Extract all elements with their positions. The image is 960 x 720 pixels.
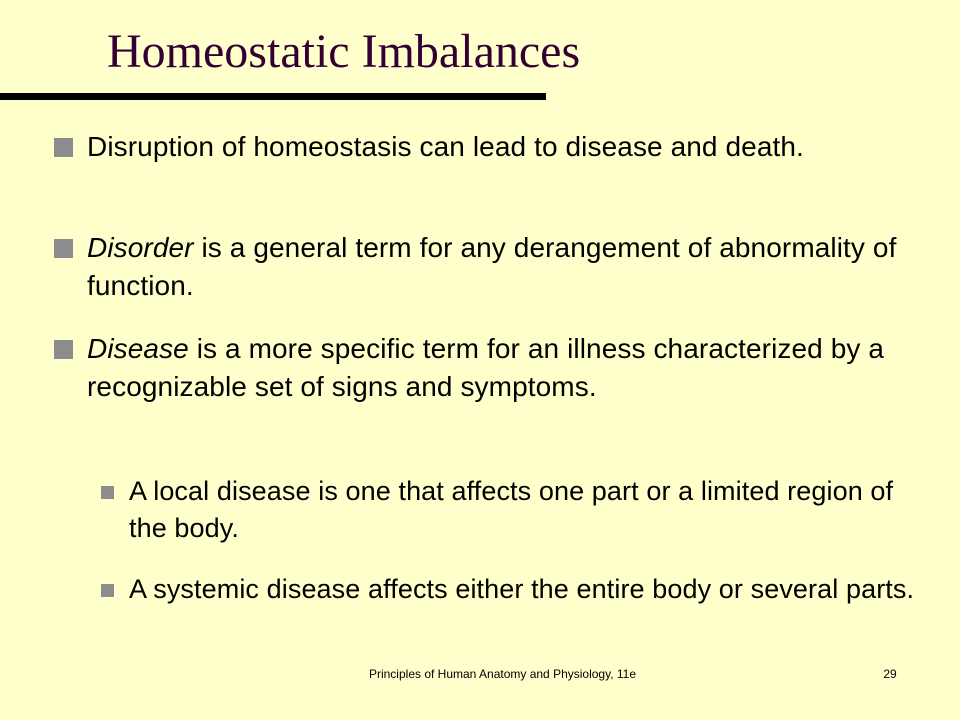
bullet-item <box>87 229 907 305</box>
bullet-lead-term: Disease <box>87 333 189 364</box>
bullet-text: Disruption of homeostasis can lead to disease and death. <box>87 131 804 162</box>
square-bullet-icon <box>54 239 73 258</box>
bullet-lead-term: Disorder <box>87 232 194 263</box>
sub-bullet-item <box>129 473 919 547</box>
bullet-text: is a more specific term for an illness characterized by a recognizable set of signs and symptoms. <box>87 333 885 402</box>
square-bullet-icon <box>101 486 114 499</box>
title-underline-rule <box>0 93 546 100</box>
sub-bullet-item <box>129 571 919 608</box>
footer-text: Principles of Human Anatomy and Physiology, 11e <box>368 667 637 681</box>
bullet-item <box>87 128 907 166</box>
slide-title: Homeostatic Imbalances <box>107 25 581 78</box>
bullet-item <box>87 330 907 406</box>
square-bullet-icon <box>54 138 73 157</box>
square-bullet-icon <box>101 584 114 597</box>
sub-bullet-text: A local disease is one that affects one part or a limited region of the body. <box>129 476 894 543</box>
sub-bullet-text: A systemic disease affects either the entire body or several parts. <box>129 574 915 604</box>
page-number: 29 <box>883 667 897 681</box>
bullet-text: is a general term for any derangement of abnormality of function. <box>87 232 897 301</box>
square-bullet-icon <box>54 340 73 359</box>
